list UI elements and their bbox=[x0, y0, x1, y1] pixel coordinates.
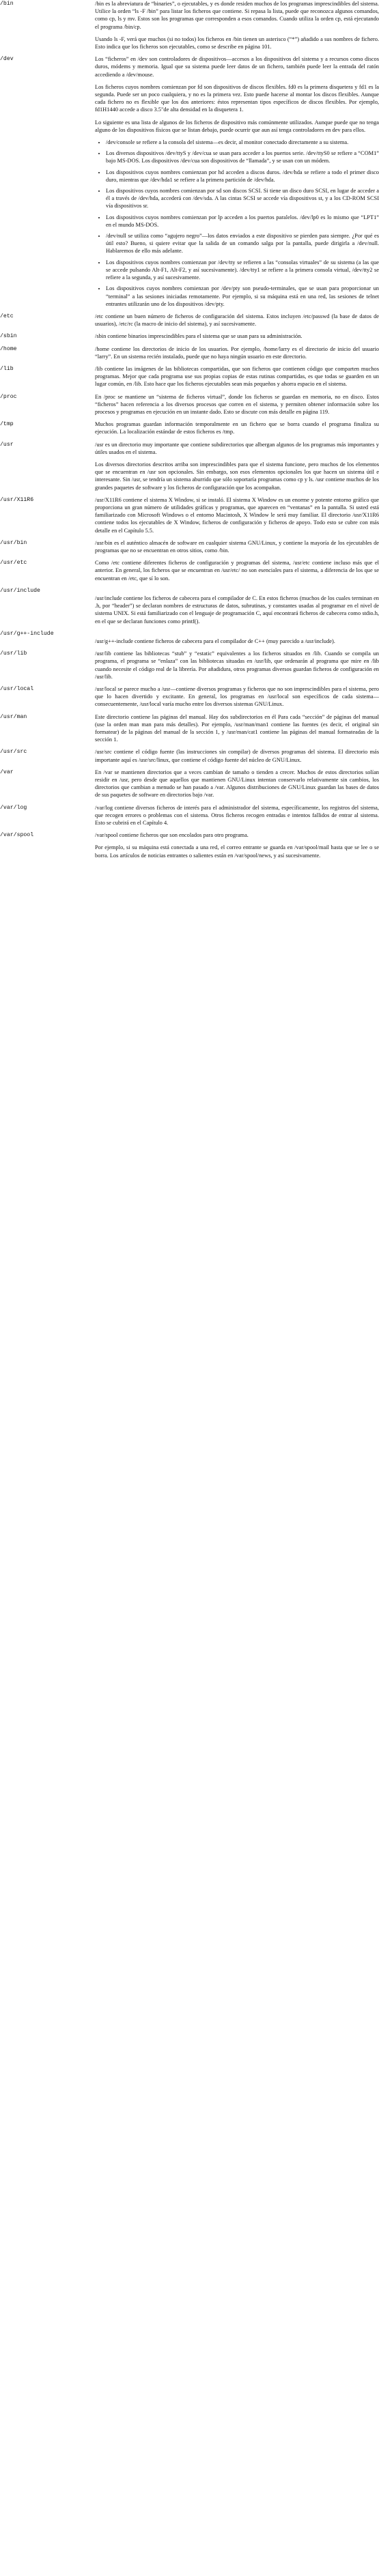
directory-description bbox=[95, 345, 379, 360]
directory-entry bbox=[0, 630, 379, 645]
description-paragraph: /usr/include contiene los ficheros de cabecera para el compilador de C. En estos ficheros (muchos de los cuales terminan en .h, por “header”) se declaran nombres de estructuras de datos, subrutinas, y constantes usadas al programar en el nivel de sistema UNIX. Si está familiarizado con el lenguaje de programación C, aquí encontrará ficheros de cabecera como stdio.h, en el que se declaran funciones como printf(). bbox=[95, 595, 379, 625]
directory-term: /sbin bbox=[0, 333, 17, 340]
directory-description bbox=[95, 804, 379, 827]
description-paragraph: /home contiene los directorios de inicio de los usuarios. Por ejemplo, /home/larry es el directorio de inicio del usuario “larry”. En un sistema recién instalado, puede que no haya ningún usuario en este directorio. bbox=[95, 345, 379, 360]
directory-term: /home bbox=[0, 345, 17, 352]
directory-description bbox=[95, 650, 379, 681]
directory-description bbox=[95, 713, 379, 744]
device-list-item: • Los dispositivos cuyos nombres comienzan por sd son discos SCSI. Si tiene un disco duro SCSI, en lugar de acceder a él a través de /dev/hda, accederá con /dev/sda. A las cintas SCSI se accede vía dispositivos st, y a los CD-ROM SCSI vía dispositivos sr. bbox=[106, 187, 379, 210]
directory-entry bbox=[0, 539, 379, 554]
description-paragraph: /usr/g++-include contiene ficheros de cabecera para el compilador de C++ (muy parecido a /usr/include). bbox=[95, 638, 335, 645]
directory-term: /usr/include bbox=[0, 587, 40, 594]
description-paragraph: /usr/X11R6 contiene el sistema X Window, si se instaló. El sistema X Window es un enorme y potente entorno gráfico que proporciona un gran número de utilidades gráficas y programas, que aparecen en “ventanas” en la pantalla. Si usted está familiarizado con Microsoft Windows o el entorno Macintosh, X Window le será muy familiar. El directorio /usr/X11R6 contiene todos los ejecutables de X Window, ficheros de configuración y ficheros de apoyo. Todo esto se cubre con más detalle en el Capítulo 5.5. bbox=[95, 496, 379, 534]
description-paragraph: Este directorio contiene las páginas del manual. Hay dos subdirectorios en él Para cada “sección” de páginas del manual (use la orden man man para más detalles). Por ejemplo, /usr/man/man1 contiene las fuentes (es decir, el original sin formatear) de la páginas del manual de la sección 1, y /usr/man/cat1 contiene las páginas del manual formateadas de la sección 1. bbox=[95, 713, 379, 743]
description-paragraph: /var/log contiene diversos ficheros de interés para el administrador del sistema, específicamente, los registros del sistema, que recogen errores o problemas con el sistema. Otros ficheros recogen entradas e intentos fallidos de entrar al sistema. Esto se cubrirá en el Capítulo 4. bbox=[95, 804, 379, 827]
directory-description bbox=[95, 559, 379, 582]
description-paragraph: /etc contiene un buen número de ficheros de configuración del sistema. Estos incluyen /etc/passwd (la base de datos de usuarios), /etc/rc (la macro de inicio del sistema), y así sucesivamente. bbox=[95, 313, 379, 328]
description-paragraph: Los ficheros cuyos nombres comienzan por fd son dispositivos de discos flexibles. fd0 es la primera disquetera y fd1 es la segunda. Puede ser un poco cualquiera, y no es la primera vez. Esto puede hacerse al montar los discos flexibles. Aunque cada fichero no es flexible que los dos anteriores: éstos representan tipos específicos de discos flexibles. Por ejemplo, fd1H1440 accede a disco 3.5"de alta densidad en la disquetera 1. bbox=[95, 83, 379, 113]
directory-entry bbox=[0, 650, 379, 681]
description-paragraph: Muchos programas guardan información temporalmente en un fichero que se borra cuando el programa finaliza su ejecución. La localización estándar de estos ficheros es /tmp. bbox=[95, 421, 379, 435]
directory-term: /bin bbox=[0, 1, 14, 7]
description-paragraph: Como /etc contiene diferentes ficheros de configuración y programas del sistema, /usr/etc contiene incluso más que el anterior. En general, los ficheros que se encuentran en /usr/etc/ no son esenciales para el sistema, a diferencia de los que se encuentran en /etc, que sí lo son. bbox=[95, 560, 379, 582]
directory-term: /var bbox=[0, 769, 14, 775]
directory-term: /var/log bbox=[0, 804, 27, 811]
directory-description bbox=[95, 748, 379, 763]
directory-term: /usr/bin bbox=[0, 539, 27, 546]
directory-entry bbox=[0, 587, 379, 625]
directory-description bbox=[95, 393, 379, 416]
directory-description bbox=[95, 595, 379, 625]
directory-entry bbox=[0, 55, 379, 308]
directory-term: /lib bbox=[0, 365, 14, 372]
directory-entry bbox=[0, 441, 379, 491]
directory-entry bbox=[0, 559, 379, 582]
description-paragraph: Los “ficheros” en /dev son controladores de dispositivos—accesos a los dispositivos del sistema y a recursos como discos duros, módems y memoria. Igual que su sistema puede leer datos de un fichero, también puede leer la entrada del ratón accediendo a /dev/mouse. bbox=[95, 56, 379, 78]
directory-entry bbox=[0, 713, 379, 744]
device-list-item: • /dev/null se utiliza como “agujero negro”—los datos enviados a este dispositivo se pierden para siempre. ¿Por qué es útil esto? Bueno, si quiere evitar que la salida de un comando salga por la pantalla, puede dirigirla a /dev/null. Hablaremos de ello más adelante. bbox=[106, 232, 379, 255]
description-paragraph: /sbin contiene binarios imprescindibles para el sistema que se usan para su administración. bbox=[95, 333, 303, 340]
description-paragraph: En /proc se mantiene un “sistema de ficheros virtual”, donde los ficheros se guardan en memoria, no en disco. Estos “ficheros” hacen referencia a los diversos procesos que corren en el sistema, y permiten obtener información sobre los procesos y programas en ejecución en un instante dado. Esto se discute con más detalle en página 119. bbox=[95, 393, 379, 415]
device-list bbox=[95, 139, 379, 308]
directory-entry bbox=[0, 769, 379, 799]
directory-entry bbox=[0, 420, 379, 435]
directory-description bbox=[95, 539, 379, 554]
device-list-item: • Los diversos dispositivos /dev/ttyS y /dev/cua se usan para acceder a los puertos serie. /dev/ttyS0 se refiere a “COM1” bajo MS-DOS. Los dispositivos /dev/cua son dispositivos de “llamada”, y se usan con un módem. bbox=[106, 149, 379, 164]
directory-entry bbox=[0, 345, 379, 360]
directory-term: /dev bbox=[0, 56, 14, 63]
description-paragraph: /usr es un directorio muy importante que contiene subdirectorios que albergan algunos de los programas más importantes y útiles usados en el sistema. bbox=[95, 441, 379, 455]
directory-term: /usr/X11R6 bbox=[0, 496, 34, 503]
directory-description bbox=[95, 313, 379, 328]
description-paragraph: /usr/src contiene el código fuente (las instrucciones sin compilar) de diversos programas del sistema. El directorio más importante aquí es /usr/src/linux, que contiene el código fuente del núcleo de GNU/Linux. bbox=[95, 749, 379, 763]
directory-entry bbox=[0, 748, 379, 763]
description-paragraph: Por ejemplo, si su máquina está conectada a una red, el correo entrante se guarda en /var/spool/mail hasta que se lee o se borra. Los artículos de noticias entrantes o salientes están en /var/spool/news, y así sucesivamente. bbox=[95, 844, 379, 859]
directory-entry bbox=[0, 804, 379, 827]
directory-term: /usr/src bbox=[0, 749, 27, 756]
directory-term: /proc bbox=[0, 393, 17, 400]
description-paragraph: Los diversos directorios descritos arriba son imprescindibles para que el sistema funcione, pero muchos de los elementos que se encuentran en /usr son opcionales. Sin embargo, son esos elementos opcionales los que hacen un sistema útil e interesante. Sin /usr, se tendría un sistema aburrido que sólo soportaría programas como cp y ls. /usr contiene muchos de los grandes paquetes de software y los ficheros de configuración que los acompañan. bbox=[95, 461, 379, 491]
device-list-item: • Los dispositivos cuyos nombres comienzan por lp acceden a los puertos paralelos. /dev/lp0 es lo mismo que “LPT1” en el mundo MS-DOS. bbox=[106, 214, 379, 229]
directory-description bbox=[95, 55, 379, 308]
directory-entry bbox=[0, 313, 379, 328]
directory-term: /usr bbox=[0, 441, 14, 448]
description-paragraph: En /var se mantienen directorios que a veces cambian de tamaño o tienden a crecer. Muchos de estos directorios solían residir en /usr, pero desde que aquellos que mantienen GNU/Linux intentan conservarlo relativamente sin cambios, los directorios que cambian a menudo se han pasado a /var. Algunos distribuciones de GNU/Linux guardan las bases de datos de sus paquetes de software en directorios bajo /var. bbox=[95, 769, 379, 799]
directory-entry bbox=[0, 393, 379, 416]
directory-description bbox=[95, 638, 379, 645]
directory-term: /var/spool bbox=[0, 832, 34, 839]
device-list-item: • Los dispositivos cuyos nombres comienzan por /dev/pty son pseudo-terminales, que se usan para proporcionar un “terminal” a las sesiones iniciadas remotamente. Por ejemplo, si su máquina está en una red, las sesiones de telnet entrantes utilizarán uno de los dispositivos /dev/pty. bbox=[106, 285, 379, 308]
description-paragraph: /lib contiene las imágenes de las bibliotecas compartidas, que son ficheros que contienen código que comparten muchos programas. Mejor que cada programa use sus propias copias de estas rutinas compartidas, es que todas se guarden en un lugar común, en /lib. Esto hace que los ficheros ejecutables sean más pequeños y ahorra espacio en el sistema. bbox=[95, 365, 379, 388]
directory-description bbox=[95, 831, 379, 859]
description-paragraph: /usr/local se parece mucho a /usr—contiene diversos programas y ficheros que no son imprescindibles para el sistema, pero que lo hacen divertido y excitante. En general, los programas en /usr/local son específicos de cada sistema—consecuentemente, /usr/local varía mucho entre los diversos sistemas GNU/Linux. bbox=[95, 686, 379, 708]
directory-entry bbox=[0, 365, 379, 388]
directory-description bbox=[95, 420, 379, 435]
directory-term: /usr/g++-include bbox=[0, 630, 54, 637]
description-paragraph: Lo siguiente es una lista de algunos de los ficheros de dispositivo más comúnmente utilizados. Aunque puede que no tenga alguno de los dispositivos físicos que se listan debajo, puede ocurrir que aun así tenga controladores en dev para ellos. bbox=[95, 119, 379, 133]
directory-description bbox=[95, 441, 379, 491]
directory-term: /usr/lib bbox=[0, 650, 27, 657]
directory-entry bbox=[0, 685, 379, 709]
device-list-item: • Los dispositivos cuyos nombres comienzan por /dev/tty se refieren a las “consolas virtuales” de su sistema (a las que se accede pulsando Alt-F1, Alt-F2, y así sucesivamente). /dev/tty1 se refiere a la primera consola virtual, /dev/tty2 se refiere a la segunda, y así sucesivamente. bbox=[106, 259, 379, 282]
description-paragraph: /bin es la abreviatura de “binaries”, o ejecutables, y es donde residen muchos de los programas imprescindibles del sistema. Utilice la orden “ls -F /bin” para listar los ficheros que contiene. Si repasa la lista, puede que reconozca algunos comandos, como cp, ls y mv. Estos son los programas que corresponden a esos comandos. Cuando utiliza la orden cp, está ejecutando el programa /bin/cp. bbox=[95, 1, 379, 30]
directory-entry bbox=[0, 496, 379, 534]
directory-description bbox=[95, 332, 379, 340]
directory-description bbox=[95, 685, 379, 709]
directory-description bbox=[95, 365, 379, 388]
directory-term: /tmp bbox=[0, 421, 14, 428]
directory-term: /usr/man bbox=[0, 713, 27, 720]
directory-description bbox=[95, 496, 379, 534]
directory-term: /usr/etc bbox=[0, 560, 27, 567]
directory-description bbox=[95, 0, 379, 51]
directory-entry bbox=[0, 0, 379, 51]
description-paragraph: /usr/lib contiene las bibliotecas “stub” y “estatic” equivalentes a los ficheros situados en /lib. Cuando se compila un programa, el programa se “enlaza” con las bibliotecas situadas en /usr/lib, que ordenarán al programa que mire en /lib cuando necesite el código real de la librería. Por añadidura, otros programas diversos guardan ficheros de configuración en /usr/lib. bbox=[95, 650, 379, 680]
document-page bbox=[0, 0, 379, 864]
directory-entry bbox=[0, 332, 379, 340]
directory-entry bbox=[0, 831, 379, 859]
directory-term: /usr/local bbox=[0, 686, 34, 693]
device-list-item: • /dev/console se refiere a la consola del sistema—es decir, al monitor conectado directamente a su sistema. bbox=[106, 139, 379, 146]
directory-description bbox=[95, 769, 379, 799]
device-list-item: • Los dispositivos cuyos nombres comienzan por hd acceden a discos duros. /dev/hda se refiere a todo el primer disco duro, mientras que /dev/hda1 se refiere a la primera partición de /dev/hda. bbox=[106, 169, 379, 184]
description-paragraph: Usando ls -F, verá que muchos (si no todos) los ficheros en /bin tienen un asterisco (“*”) añadido a sus nombres de fichero. Esto indica que los ficheros son ejecutables, como se describe en página 101. bbox=[95, 35, 379, 51]
directory-term: /etc bbox=[0, 313, 14, 319]
description-paragraph: /usr/bin es el auténtico almacén de software en cualquier sistema GNU/Linux, y contiene la mayoría de los ejecutables de programas que no se encuentran en otros sitios, como /bin. bbox=[95, 539, 379, 554]
description-paragraph: /var/spool contiene ficheros que son encolados para otro programa. bbox=[95, 832, 249, 839]
